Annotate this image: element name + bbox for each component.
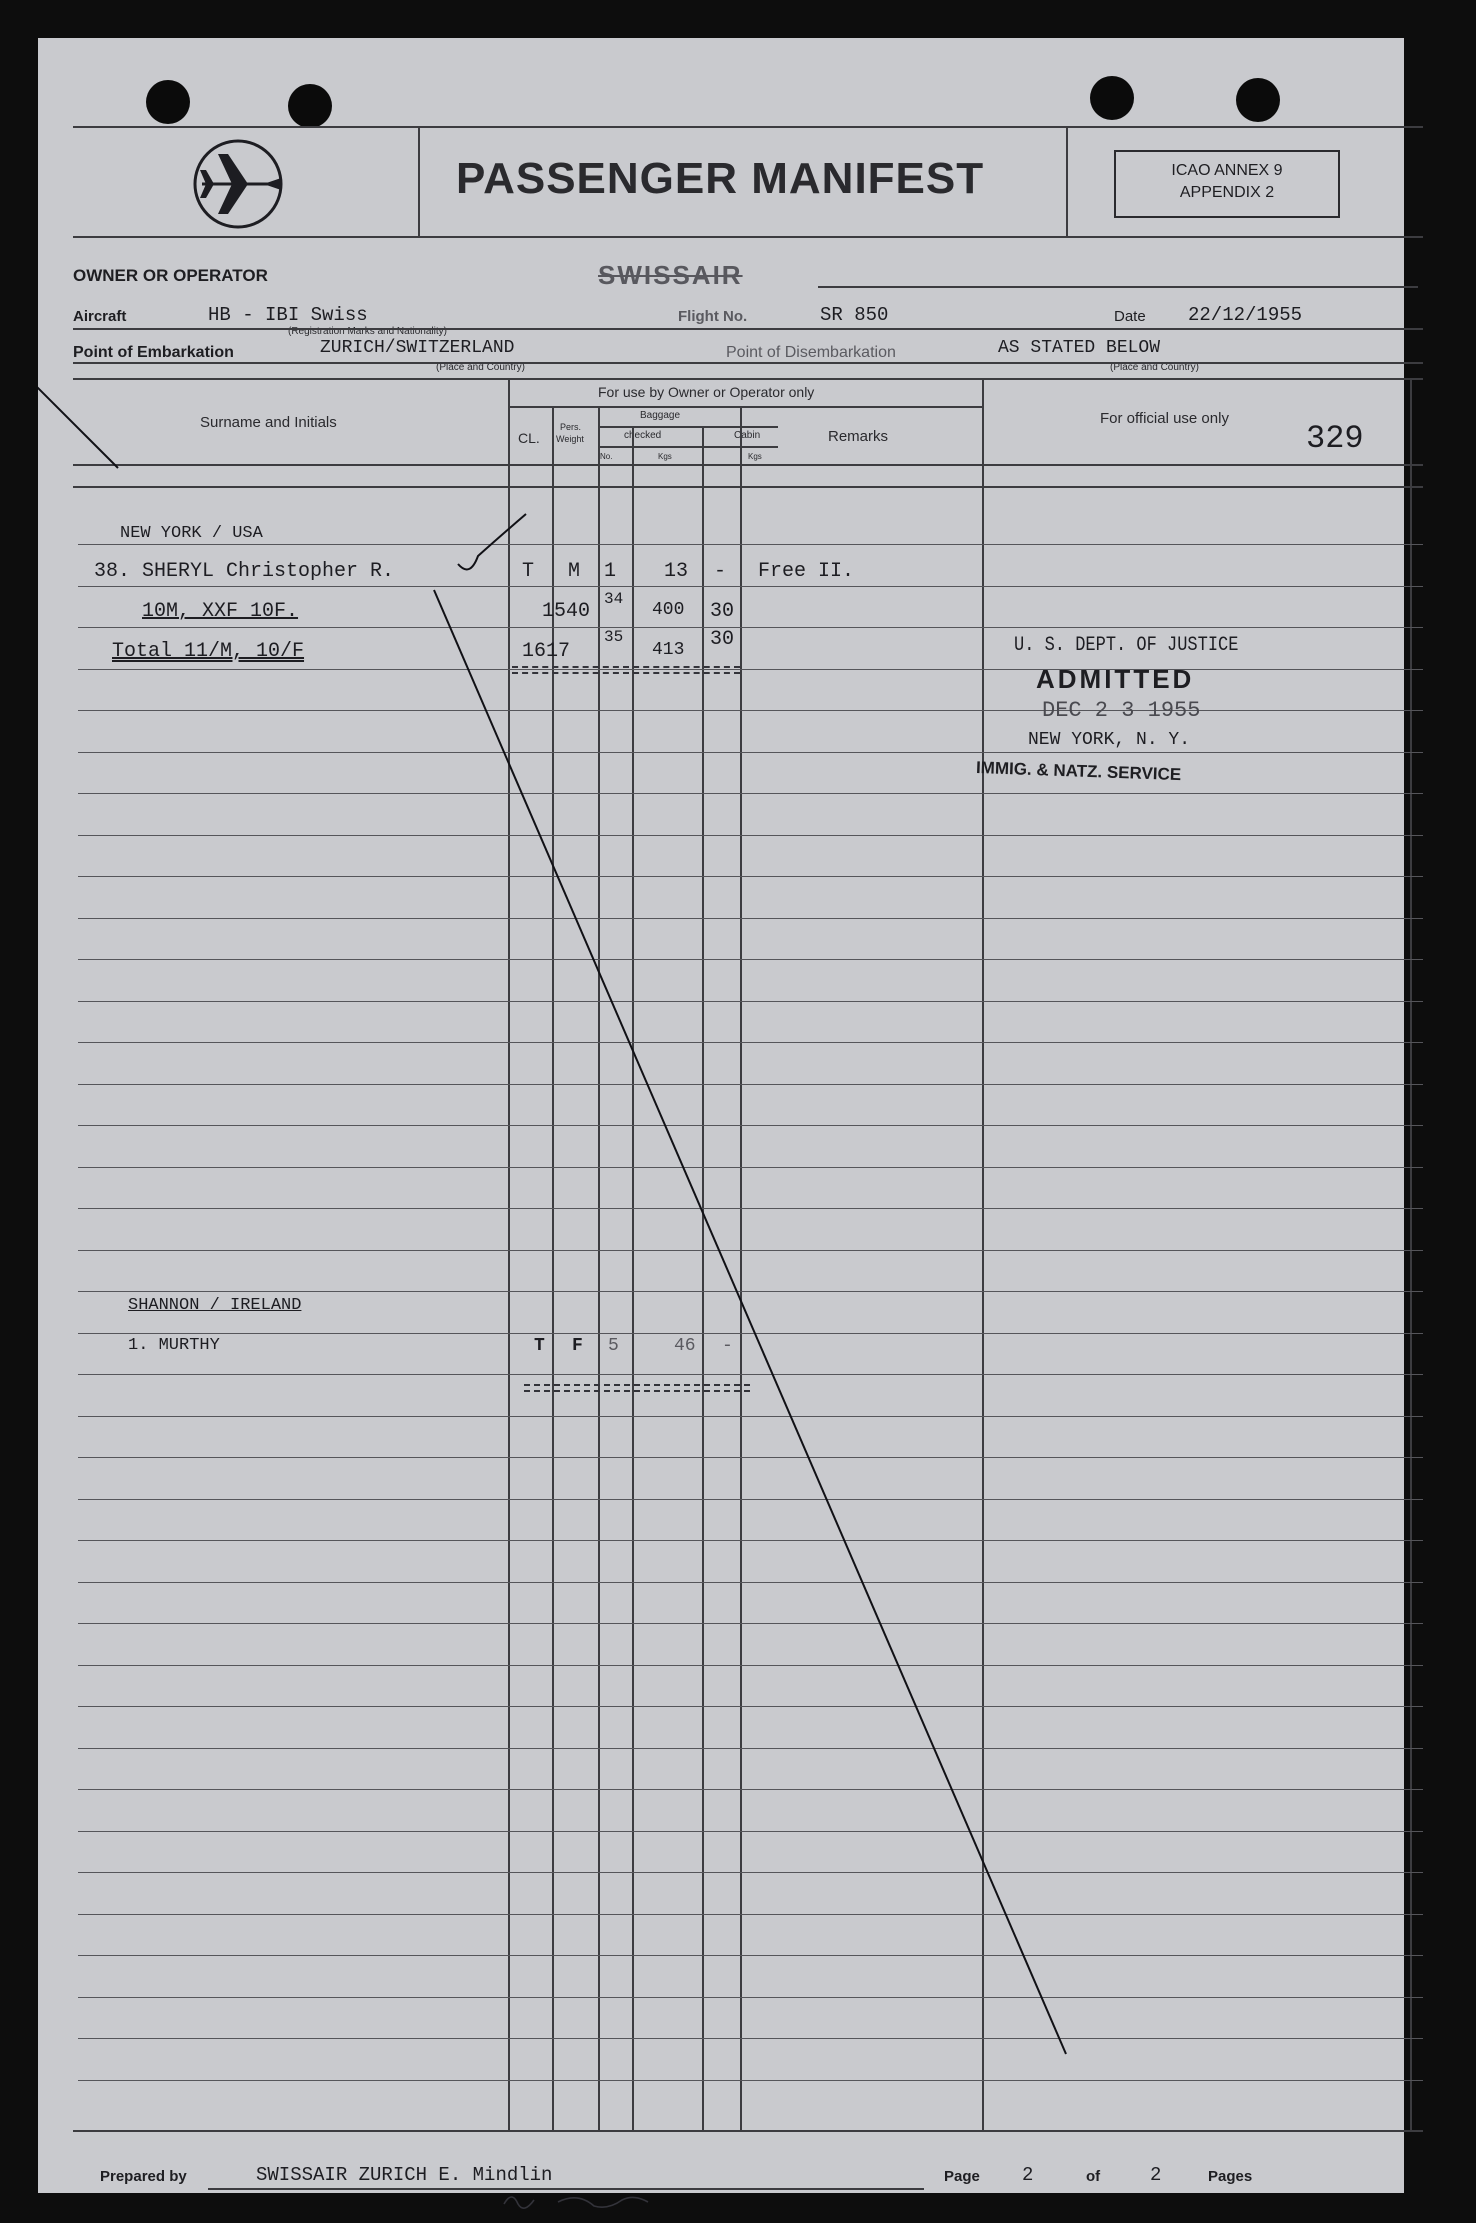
pcs-subheader: No. <box>600 452 613 461</box>
stamp-line4: NEW YORK, N. Y. <box>1028 730 1191 750</box>
total-weight: 1617 <box>522 640 571 663</box>
pages-label: Pages <box>1208 2168 1253 2185</box>
pen-marks <box>38 38 1404 2193</box>
registration-note: (Registration Marks and Nationality) <box>288 326 447 337</box>
page-title: PASSENGER MANIFEST <box>456 154 985 203</box>
cabin-header: Cabin <box>734 430 761 441</box>
passenger-cabin: - <box>714 560 727 583</box>
passenger-sex-2: F <box>572 1336 583 1356</box>
flight-no-label: Flight No. <box>678 308 748 325</box>
embarkation-value: ZURICH/SWITZERLAND <box>320 338 515 358</box>
col-divider-right <box>1410 378 1412 2130</box>
page-number: 2 <box>1022 2164 1034 2186</box>
total-cabin: 30 <box>710 628 735 651</box>
disembarkation-label: Point of Disembarkation <box>726 344 896 361</box>
cancel-slash <box>434 590 1066 2054</box>
date-value: 22/12/1955 <box>1188 304 1303 326</box>
passenger-sex: M <box>568 560 581 583</box>
passenger-kgs: 13 <box>664 560 689 583</box>
pers-weight-header-2: Weight <box>556 434 584 444</box>
aircraft-value: HB - IBI Swiss <box>208 304 368 326</box>
stamp-line5: IMMIG. & NATZ. SERVICE <box>975 758 1182 785</box>
icao-line2: APPENDIX 2 <box>1179 184 1275 201</box>
kgs-subheader: Kgs <box>658 452 672 461</box>
prepared-by-label: Prepared by <box>100 2168 187 2185</box>
surname-header: Surname and Initials <box>200 414 337 431</box>
official-number: 329 <box>1306 420 1364 457</box>
aircraft-label: Aircraft <box>73 308 127 325</box>
embarkation-label: Point of Embarkation <box>73 344 234 361</box>
owner-operator-label: OWNER OR OPERATOR <box>73 266 268 285</box>
subtotal-weight: 1540 <box>542 600 591 623</box>
passenger-remarks: Free II. <box>758 560 855 583</box>
disembarkation-value: AS STATED BELOW <box>998 338 1161 358</box>
passenger-kgs-2: 46 <box>674 1336 696 1356</box>
kgs-subheader-2: Kgs <box>748 452 762 461</box>
pers-weight-header-1: Pers. <box>560 422 582 432</box>
stamp-line1: U. S. DEPT. OF JUSTICE <box>1014 634 1239 657</box>
total-pages: 2 <box>1150 2164 1162 2186</box>
subtotal-pieces: 34 <box>604 590 624 608</box>
footer-rule <box>73 2130 1423 2132</box>
place-country-note-2: (Place and Country) <box>1110 362 1199 373</box>
subtotal-cabin: 30 <box>710 600 735 623</box>
passenger-pieces: 1 <box>604 560 617 583</box>
prepared-by-value: SWISSAIR ZURICH E. Mindlin <box>256 2164 553 2186</box>
page-label: Page <box>944 2168 980 2185</box>
stamp-line3: DEC 2 3 1955 <box>1042 698 1201 723</box>
checked-header: checked <box>624 430 662 441</box>
margin-stroke <box>38 384 118 468</box>
stamp-line2: ADMITTED <box>1036 664 1195 694</box>
official-use-header: For official use only <box>1100 410 1229 427</box>
total-label: Total 11/M, 10/F <box>112 640 305 663</box>
passenger-class-2: T <box>534 1336 545 1356</box>
place-country-note: (Place and Country) <box>436 362 525 373</box>
owner-use-header: For use by Owner or Operator only <box>598 384 815 400</box>
subtotal-label: 10M, XXF 10F. <box>142 600 299 623</box>
destination-new-york: NEW YORK / USA <box>120 524 263 543</box>
passenger-pieces-2: 5 <box>608 1336 619 1356</box>
flight-no-value: SR 850 <box>820 304 889 326</box>
passenger-name-2: 1. MURTHY <box>128 1336 220 1355</box>
passenger-class: T <box>522 560 535 583</box>
passenger-cabin-2: - <box>722 1336 733 1356</box>
date-label: Date <box>1114 308 1146 325</box>
remarks-header: Remarks <box>828 428 889 445</box>
destination-shannon: SHANNON / IRELAND <box>128 1296 302 1315</box>
baggage-header: Baggage <box>640 410 681 421</box>
icao-line1: ICAO ANNEX 9 <box>1171 162 1283 179</box>
cl-header: CL. <box>518 430 540 446</box>
subtotal-kgs: 400 <box>652 600 685 620</box>
passenger-name: 38. SHERYL Christopher R. <box>94 560 395 583</box>
of-label: of <box>1086 2168 1101 2185</box>
checkmark <box>458 514 526 569</box>
total-pieces: 35 <box>604 628 624 646</box>
total-kgs: 413 <box>652 640 685 660</box>
signature-scribble <box>498 2188 698 2218</box>
operator-name: SWISSAIR <box>598 260 743 290</box>
manifest-sheet <box>38 38 1404 2193</box>
